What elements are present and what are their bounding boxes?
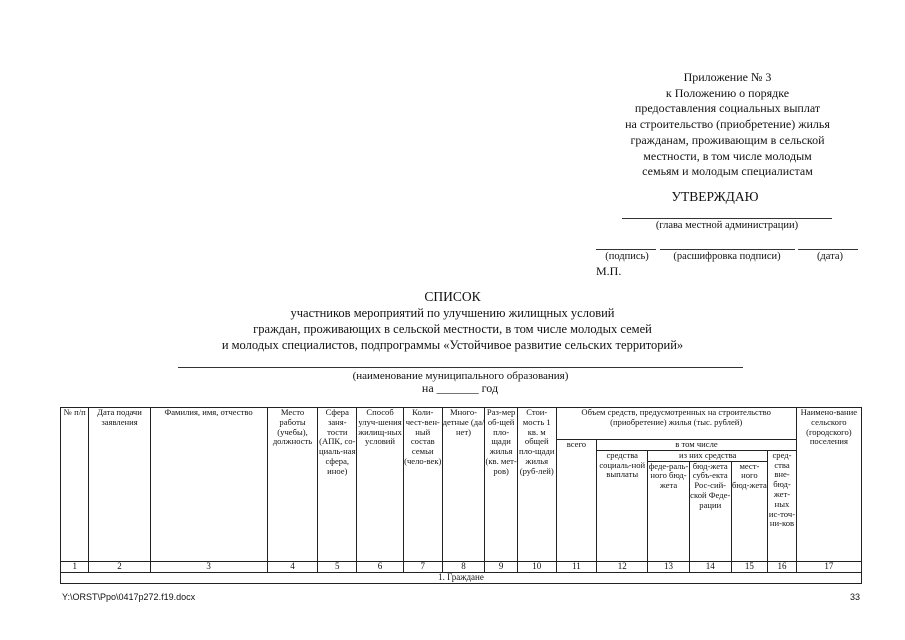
header-settlement: Наимено-вание сельского (городского) поселения (796, 408, 861, 562)
approval-heading: УТВЕРЖДАЮ (671, 189, 759, 204)
participants-table (60, 407, 862, 584)
appendix-line: Приложение № 3 (683, 70, 772, 84)
year-line (360, 381, 560, 396)
municipality-line (178, 367, 743, 368)
appendix-line: гражданам, проживающим в сельской (630, 132, 825, 147)
date-caption: (дата) (816, 251, 844, 262)
section-title: 1. Граждане (61, 572, 862, 583)
appendix-block (585, 70, 870, 180)
title-subtitle (150, 305, 755, 353)
column-number: 5 (318, 561, 357, 572)
header-work: Место работы (учебы), должность (267, 408, 318, 562)
column-number: 7 (403, 561, 442, 572)
header-extra-budget: сред-ства вне-бюд-жет-ных ис-точ-ни-ков (768, 450, 797, 561)
column-numbers-row (61, 561, 862, 572)
header-subject: бюд-жета субъ-екта Рос-сий-ской Феде-рации (689, 461, 731, 561)
header-area: Раз-мер об-щей пло-щади жилья (кв. мет-ров) (485, 408, 518, 562)
column-number: 11 (556, 561, 597, 572)
column-number: 2 (89, 561, 150, 572)
appendix-line: местности, в том числе молодым (643, 148, 812, 163)
seal-mark: М.П. (596, 264, 622, 278)
header-date: Дата подачи заявления (89, 408, 150, 562)
column-number: 6 (357, 561, 404, 572)
year-suffix: год (481, 381, 499, 395)
header-cost: Стои-мость 1 кв. м общей пло-щади жилья (руб-лей) (517, 408, 556, 562)
signature-caption: (подпись) (605, 251, 649, 262)
header-total: всего (556, 440, 597, 562)
head-caption: (глава местной администрации) (655, 220, 799, 231)
head-signature-line (622, 218, 832, 219)
municipality-caption: (наименование муниципального образования) (352, 370, 569, 382)
header-social: средства социаль-ной выплаты (597, 450, 648, 561)
column-number: 14 (689, 561, 731, 572)
subtitle-line: граждан, проживающих в сельской местности, в том числе молодых семей (253, 322, 652, 336)
column-number: 13 (648, 561, 690, 572)
column-number: 17 (796, 561, 861, 572)
header-large-family: Много-детные (да/нет) (442, 408, 485, 562)
header-including: в том числе (597, 440, 796, 451)
header-sphere: Сфера заня-тости (АПК, со-циаль-ная сфера, иное) (318, 408, 357, 562)
year-blank: _______ (436, 381, 479, 395)
appendix-line: на строительство (приобретение) жилья (625, 117, 830, 132)
header-name: Фамилия, имя, отчество (150, 408, 267, 562)
header-federal: феде-раль-ного бюд-жета (648, 461, 690, 561)
column-number: 1 (61, 561, 89, 572)
appendix-line: семьям и молодым специалистам (642, 164, 813, 179)
header-of-which: из них средства (648, 450, 768, 461)
column-number: 15 (731, 561, 768, 572)
header-method: Способ улуч-шения жилищ-ных условий (357, 408, 404, 562)
header-num: № п/п (61, 408, 89, 562)
column-number: 4 (267, 561, 318, 572)
column-number: 16 (768, 561, 797, 572)
header-family: Коли-чест-вен-ный состав семьи (чело-век) (403, 408, 442, 562)
section-row (61, 572, 862, 583)
document-title: СПИСОК (424, 289, 481, 304)
page-number: 33 (849, 592, 860, 602)
appendix-line: предоставления социальных выплат (634, 101, 821, 116)
header-funds: Объем средств, предусмотренных на строительство (приобретение) жилья (тыс. рублей) (556, 408, 796, 440)
appendix-line: к Положению о порядке (665, 85, 790, 100)
file-path: Y:\ORST\Ppo\0417p272.f19.docx (62, 592, 196, 602)
column-number: 10 (517, 561, 556, 572)
subtitle-line: участников мероприятий по улучшению жилищных условий (290, 306, 615, 320)
column-number: 3 (150, 561, 267, 572)
column-number: 9 (485, 561, 518, 572)
header-local: мест-ного бюд-жета (731, 461, 768, 561)
decoding-caption: (расшифровка подписи) (673, 251, 781, 262)
subtitle-line: и молодых специалистов, подпрограммы «Устойчивое развитие сельских территорий» (221, 338, 684, 352)
date-line (798, 249, 858, 250)
signature-line (596, 249, 656, 250)
year-prefix: на (421, 381, 434, 395)
decoding-line (660, 249, 795, 250)
column-number: 12 (597, 561, 648, 572)
column-number: 8 (442, 561, 485, 572)
